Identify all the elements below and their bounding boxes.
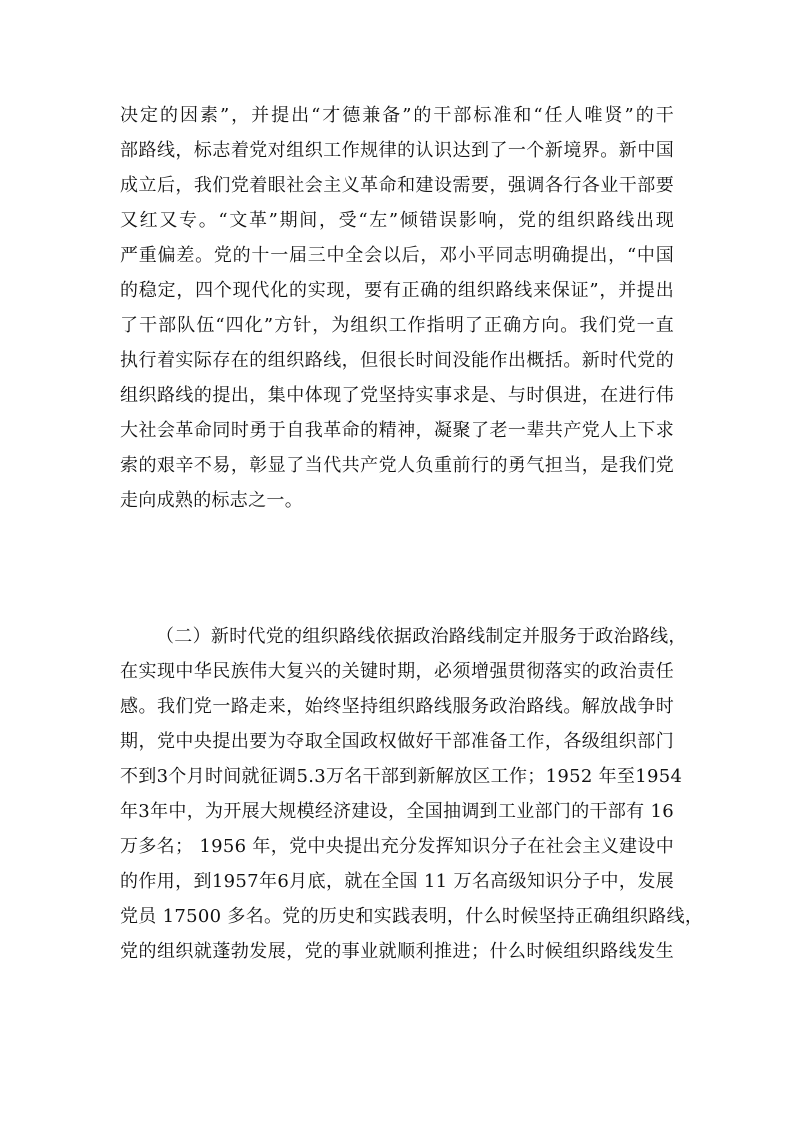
paragraph-line: 又红又专。“文革”期间，受“左”倾错误影响，党的组织路线出现 [120,210,674,231]
paragraph-line: 的稳定，四个现代化的实现，要有正确的组织路线来保证”，并提出 [120,280,674,301]
paragraph-line: 感。我们党一路走来，始终坚持组织路线服务政治路线。解放战争时 [120,696,674,717]
paragraph-line: 在实现中华民族伟大复兴的关键时期，必须增强贯彻落实的政治责任 [120,661,674,682]
paragraph-line: （二）新时代党的组织路线依据政治路线制定并服务于政治路线， [156,626,687,647]
paragraph-line: 的作用，到1957年6月底，就在全国 11 万名高级知识分子中，发展 [120,871,674,892]
paragraph-line: 组织路线的提出，集中体现了党坚持实事求是、与时俱进，在进行伟 [120,385,674,406]
paragraph-line: 年3年中，为开展大规模经济建设，全国抽调到工业部门的干部有 16 [120,801,674,822]
paragraph-line: 严重偏差。党的十一届三中全会以后，邓小平同志明确提出，“中国 [120,245,674,266]
paragraph-line: 大社会革命同时勇于自我革命的精神，凝聚了老一辈共产党人上下求 [120,420,674,441]
paragraph-line: 不到3个月时间就征调5.3万名干部到新解放区工作；1952 年至1954 [120,766,683,787]
paragraph-line: 成立后，我们党着眼社会主义革命和建设需要，强调各行各业干部要 [120,175,674,196]
paragraph-line: 了干部队伍“四化”方针，为组织工作指明了正确方向。我们党一直 [120,315,674,336]
paragraph-line: 期，党中央提出要为夺取全国政权做好干部准备工作，各级组织部门 [120,731,674,752]
paragraph-1 [120,98,674,518]
paragraph-line: 党的组织就蓬勃发展，党的事业就顺利推进；什么时候组织路线发生 [120,941,674,962]
paragraph-line: 万多名； 1956 年，党中央提出充分发挥知识分子在社会主义建设中 [120,836,674,857]
paragraph-2 [120,619,704,969]
paragraph-line: 索的艰辛不易，彰显了当代共产党人负重前行的勇气担当，是我们党 [120,455,674,476]
paragraph-line: 决定的因素”，并提出“才德兼备”的干部标准和“任人唯贤”的干 [120,105,674,126]
paragraph-line: 部路线，标志着党对组织工作规律的认识达到了一个新境界。新中国 [120,140,674,161]
paragraph-line: 走向成熟的标志之一。 [120,490,303,511]
paragraph-line: 执行着实际存在的组织路线，但很长时间没能作出概括。新时代党的 [120,350,674,371]
paragraph-line: 党员 17500 多名。党的历史和实践表明，什么时候坚持正确组织路线， [120,906,704,927]
